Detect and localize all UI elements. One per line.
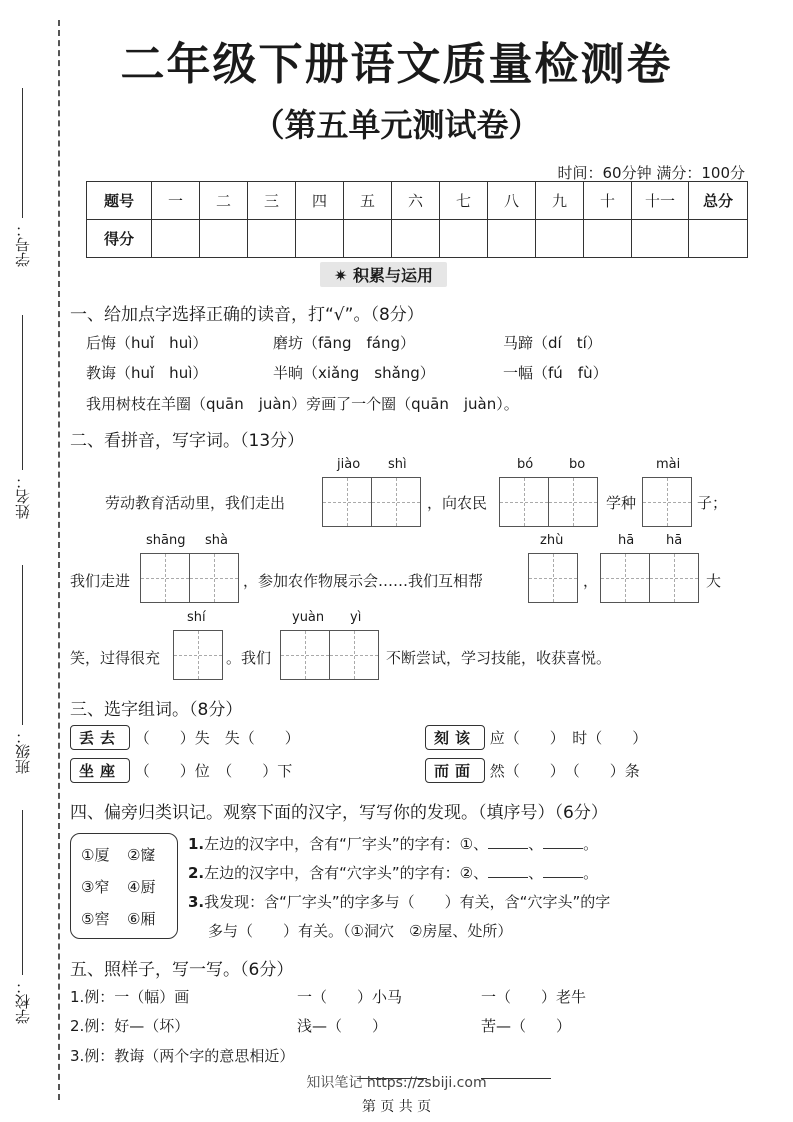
q2-title: 二、看拼音，写字词。（13分） (70, 431, 305, 451)
q2-text: ，参加农作物展示会……我们互相帮 (243, 572, 484, 590)
q4-num: 1. (188, 835, 205, 853)
score-cell[interactable] (200, 220, 248, 258)
q4-end: 。 (583, 864, 599, 882)
student-number-label: 学号： (14, 222, 32, 267)
pinyin: shí (187, 610, 206, 625)
score-cell[interactable] (440, 220, 488, 258)
q4-end: 。 (583, 835, 599, 853)
q3-blanks[interactable]: （ ）位 （ ）下 (134, 762, 293, 780)
section-banner (320, 262, 447, 287)
q2-text: 。我们 (226, 649, 272, 667)
q2-text: 我们走进 (70, 572, 131, 590)
score-row-label: 得分 (87, 220, 152, 258)
q5-item[interactable]: 一（ ）老牛 (481, 988, 587, 1006)
score-cell[interactable] (632, 220, 689, 258)
answer-blank[interactable] (488, 877, 528, 878)
class-label: 班级： (14, 729, 32, 774)
q3-blanks[interactable]: 应（ ） 时（ ） (489, 729, 648, 747)
pinyin: shāng (146, 533, 186, 548)
header-cell: 九 (536, 182, 584, 220)
q5-example: 2.例：好—（坏） (70, 1017, 190, 1035)
pinyin: shì (388, 457, 407, 472)
char-item: ②窿 (127, 846, 156, 864)
score-cell[interactable] (392, 220, 440, 258)
header-cell: 七 (440, 182, 488, 220)
header-cell: 十 (584, 182, 632, 220)
class-field[interactable] (12, 565, 33, 774)
q4-num: 2. (188, 864, 205, 882)
q4-sep: 、 (528, 864, 544, 882)
page-title: 二年级下册语文质量检测卷 (120, 39, 673, 90)
q4-item (188, 833, 598, 854)
header-cell: 十一 (632, 182, 689, 220)
header-cell: 五 (344, 182, 392, 220)
q3-group (425, 758, 640, 783)
pinyin: yì (350, 610, 362, 625)
pinyin: bo (569, 457, 586, 472)
header-cell: 题号 (87, 182, 152, 220)
header-cell: 一 (152, 182, 200, 220)
pinyin: zhù (540, 533, 564, 548)
q1-item: 磨坊（fāng fáng） (273, 334, 416, 352)
q2-text: 学种 (606, 494, 637, 512)
char-tag: 而面 (425, 758, 485, 783)
q1-item: 马蹄（dí tí） (503, 334, 602, 352)
section-banner-text: 积累与运用 (352, 266, 433, 285)
char-tag: 丢去 (70, 725, 130, 750)
score-cell[interactable] (248, 220, 296, 258)
pinyin: yuàn (292, 610, 325, 625)
header-cell: 三 (248, 182, 296, 220)
q5-example: 1.例：一（幅）画 (70, 988, 190, 1006)
q3-blanks[interactable]: （ ）失 失（ ） (134, 729, 300, 747)
answer-blank[interactable] (488, 848, 528, 849)
q2-text: 笑，过得很充 (70, 649, 161, 667)
q1-sentence: 我用树枝在羊圈（quān juàn）旁画了一个圈（quān juàn）。 (86, 395, 519, 413)
pinyin: hā (618, 533, 635, 548)
q3-group (70, 725, 300, 750)
score-cell[interactable] (584, 220, 632, 258)
page-number: 第 页 共 页 (361, 1099, 432, 1115)
pinyin: hā (666, 533, 683, 548)
q2-text: ， (583, 572, 599, 590)
score-row (87, 220, 748, 258)
q1-item: 后悔（huǐ huì） (86, 334, 208, 352)
q4-text: 左边的汉字中，含有“厂字头”的字有：①、 (204, 835, 489, 853)
q2-text: 子； (697, 494, 728, 512)
binding-line (58, 20, 60, 1100)
q4-item (188, 862, 598, 883)
q5-example: 3.例：教诲（两个字的意思相近） (70, 1047, 295, 1065)
q4-sep: 、 (528, 835, 544, 853)
school-label: 学校： (14, 979, 32, 1024)
q2-text: 不断尝试，学习技能，收获喜悦。 (386, 649, 612, 667)
answer-blank[interactable] (543, 848, 583, 849)
score-cell[interactable] (689, 220, 748, 258)
q1-item: 半晌（xiǎng shǎng） (273, 364, 435, 382)
q3-blanks[interactable]: 然（ ） （ ）条 (489, 762, 640, 780)
q4-item (188, 891, 610, 912)
q1-title: 一、给加点字选择正确的读音，打“√”。（8分） (70, 305, 424, 325)
q2-text: 大 (706, 572, 722, 590)
char-item: ①厦 (81, 846, 110, 864)
score-header-row (87, 182, 748, 220)
q5-item[interactable]: 浅—（ ） (297, 1017, 388, 1035)
q3-title: 三、选字组词。（8分） (70, 700, 243, 720)
q1-item: 教诲（huǐ huì） (86, 364, 208, 382)
char-item: ④厨 (127, 878, 156, 896)
q2-text: ，向农民 (427, 494, 488, 512)
page-subtitle: （第五单元测试卷） (252, 106, 541, 144)
char-item: ⑤窖 (81, 910, 110, 928)
q4-title: 四、偏旁归类识记。观察下面的汉字，写写你的发现。（填序号）（6分） (70, 803, 608, 823)
char-tag: 坐座 (70, 758, 130, 783)
name-field[interactable] (12, 315, 33, 519)
q5-item[interactable]: 一（ ）小马 (297, 988, 403, 1006)
pinyin: jiào (337, 457, 361, 472)
score-cell[interactable] (488, 220, 536, 258)
sun-icon: ✷ (334, 266, 353, 285)
header-cell: 四 (296, 182, 344, 220)
char-item: ③窄 (81, 878, 110, 896)
q1-item: 一幅（fú fù） (503, 364, 608, 382)
header-cell: 八 (488, 182, 536, 220)
q5-item[interactable]: 苦—（ ） (481, 1017, 572, 1035)
char-item: ⑥厢 (127, 910, 156, 928)
header-cell: 二 (200, 182, 248, 220)
time-info: 时间：60分钟 满分：100分 (557, 164, 745, 182)
answer-blank[interactable] (543, 877, 583, 878)
watermark: 知识笔记 https://zsbiji.com (306, 1075, 487, 1091)
score-table (86, 181, 748, 258)
score-cell[interactable] (536, 220, 584, 258)
q2-text: 劳动教育活动里，我们走出 (105, 494, 286, 512)
name-label: 姓名： (14, 474, 32, 519)
q4-text: 左边的汉字中，含有“穴字头”的字有：②、 (204, 864, 489, 882)
school-field[interactable] (12, 810, 33, 1024)
q4-cont: 多与（ ）有关。（①洞穴 ②房屋、处所） (208, 922, 513, 940)
char-tag: 刻该 (425, 725, 485, 750)
pinyin: bó (517, 457, 534, 472)
score-cell[interactable] (344, 220, 392, 258)
q3-group (70, 758, 292, 783)
pinyin: mài (656, 457, 681, 472)
q4-num: 3. (188, 893, 205, 911)
pinyin: shà (205, 533, 228, 548)
header-cell: 六 (392, 182, 440, 220)
q5-title: 五、照样子，写一写。（6分） (70, 960, 294, 980)
header-cell: 总分 (689, 182, 748, 220)
q4-text: 我发现：含“厂字头”的字多与（ ）有关，含“穴字头”的字 (204, 893, 611, 911)
score-cell[interactable] (152, 220, 200, 258)
q3-group (425, 725, 647, 750)
score-cell[interactable] (296, 220, 344, 258)
char-box (70, 833, 178, 939)
